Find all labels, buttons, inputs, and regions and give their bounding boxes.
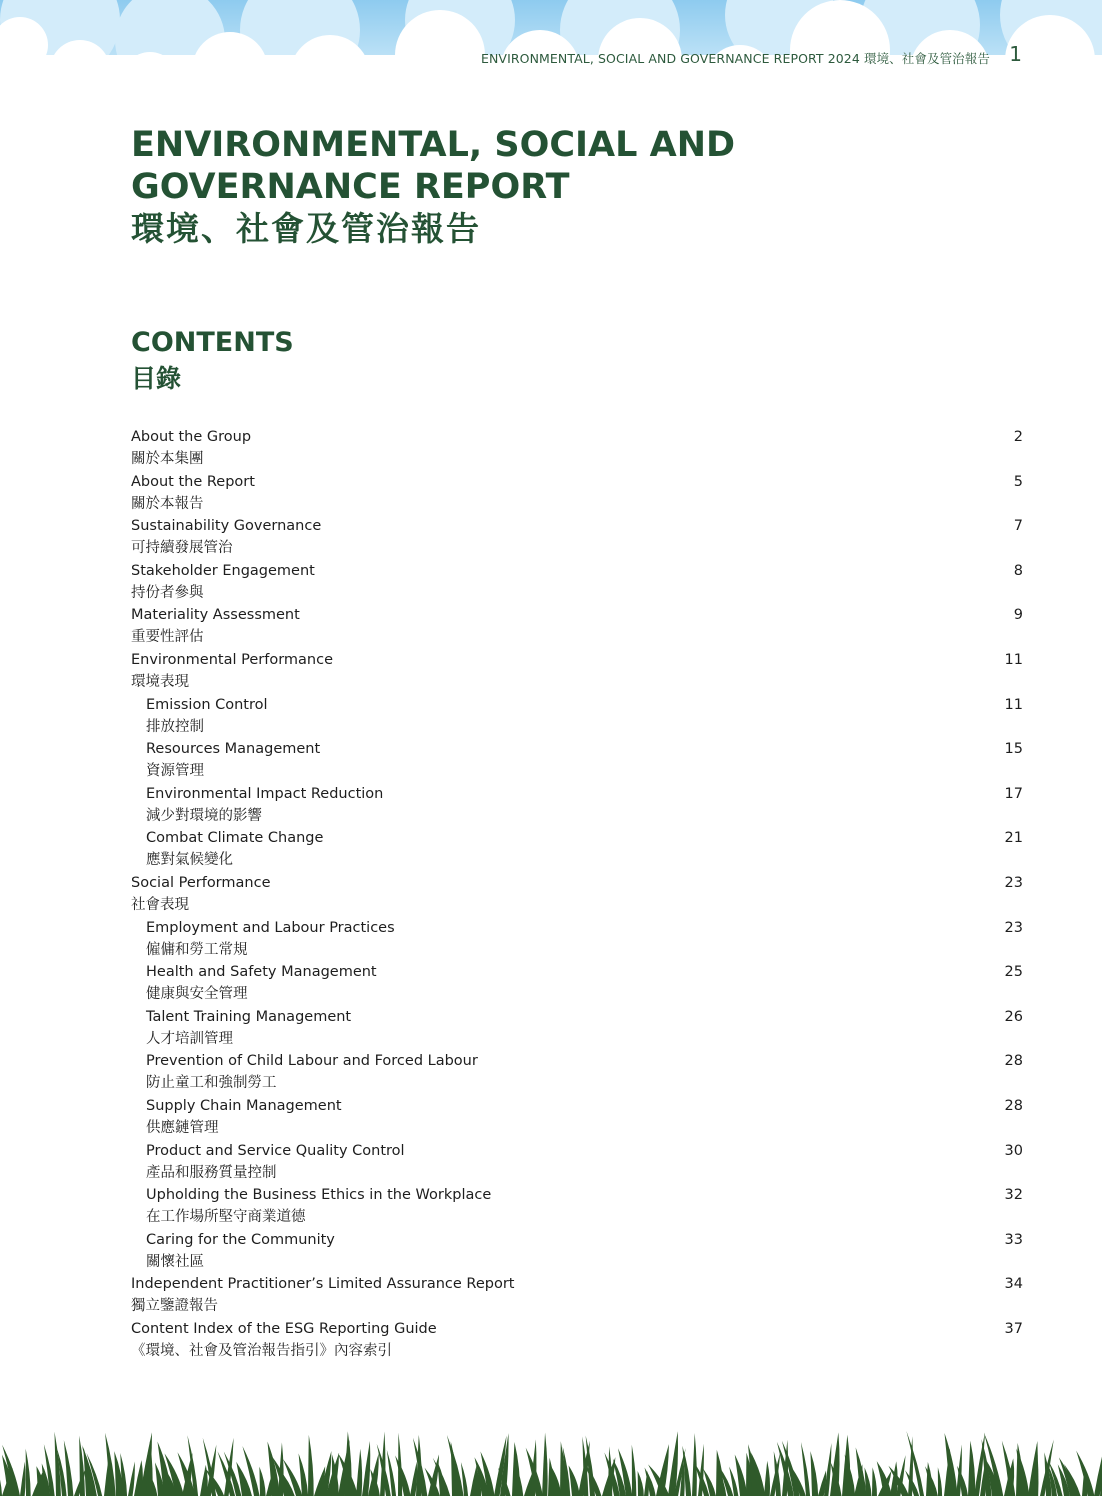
toc-entry-stakeholder-engagement[interactable] — [131, 560, 1023, 605]
toc-entry-page: 17 — [1004, 785, 1023, 802]
toc-entry-title: Product and Service Quality Control — [146, 1142, 405, 1159]
grass-blade — [638, 1471, 644, 1496]
report-title-chinese: 環境、社會及管治報告 — [131, 209, 481, 248]
grass-blade — [308, 1435, 314, 1496]
grass-blade — [26, 1449, 31, 1496]
toc-entry-page: 25 — [1004, 964, 1023, 981]
grass-blade — [259, 1467, 265, 1496]
grass-blade — [632, 1445, 637, 1496]
toc-entry-title: Resources Management — [146, 741, 321, 758]
toc-entry-page: 33 — [1004, 1231, 1023, 1248]
toc-entry-title-zh: 社會表現 — [131, 896, 189, 913]
toc-entry-content-index[interactable] — [131, 1318, 1023, 1363]
toc-entry-title: Emission Control — [146, 696, 268, 713]
cloud-sky-illustration — [0, 0, 1102, 140]
toc-entry-title: Prevention of Child Labour and Forced Labour — [146, 1053, 478, 1070]
toc-entry-page: 7 — [1013, 518, 1023, 535]
toc-entry-business-ethics[interactable] — [131, 1184, 1023, 1229]
page-number: 1 — [1009, 42, 1022, 66]
grass-blade — [569, 1465, 580, 1496]
grass-blade — [356, 1449, 362, 1496]
toc-entry-resources-management[interactable] — [131, 738, 1023, 783]
toc-entry-title-zh: 人才培訓管理 — [146, 1030, 233, 1047]
toc-entry-assurance-report[interactable] — [131, 1273, 1023, 1318]
grass-blade — [20, 1462, 26, 1496]
toc-entry-title-zh: 資源管理 — [146, 763, 204, 780]
toc-entry-title-zh: 關於本集團 — [131, 451, 204, 467]
toc-entry-page: 5 — [1013, 473, 1023, 490]
toc-entry-title-zh: 減少對環境的影響 — [146, 807, 262, 824]
toc-entry-title: Health and Safety Management — [146, 964, 377, 981]
contents-heading-en: CONTENTS — [131, 327, 294, 358]
toc-entry-about-group[interactable] — [131, 426, 1023, 471]
toc-entry-caring-community[interactable] — [131, 1229, 1023, 1274]
toc-entry-page: 23 — [1004, 919, 1023, 936]
toc-entry-page: 37 — [1004, 1320, 1023, 1337]
grass-blade — [692, 1433, 697, 1496]
grass-illustration — [0, 1430, 1102, 1496]
grass-blade — [872, 1467, 877, 1496]
grass-blade — [810, 1451, 818, 1496]
toc-entry-page: 30 — [1004, 1142, 1023, 1159]
grass-blade — [200, 1465, 208, 1496]
toc-entry-title-zh: 防止童工和強制勞工 — [146, 1075, 277, 1092]
contents-heading-zh: 目錄 — [131, 364, 182, 393]
toc-entry-title: Caring for the Community — [146, 1231, 335, 1248]
grass-blade — [0, 1461, 2, 1496]
toc-entry-title-zh: 獨立鑒證報告 — [131, 1298, 218, 1315]
toc-entry-page: 28 — [1004, 1053, 1023, 1070]
toc-entry-page: 11 — [1004, 651, 1023, 668]
toc-entry-title: Sustainability Governance — [131, 518, 322, 535]
toc-entry-title: Employment and Labour Practices — [146, 919, 395, 936]
grass-blade — [542, 1433, 548, 1496]
toc-entry-title: Environmental Performance — [131, 651, 333, 668]
toc-entry-title-zh: 《環境、社會及管治報告指引》內容索引 — [131, 1342, 392, 1359]
toc-entry-health-safety-management[interactable] — [131, 961, 1023, 1006]
toc-entry-about-report[interactable] — [131, 471, 1023, 516]
toc-entry-title-zh: 重要性評估 — [131, 629, 204, 646]
toc-entry-page: 8 — [1013, 562, 1023, 579]
report-title — [131, 124, 735, 250]
grass-blade — [128, 1462, 135, 1496]
toc-entry-sustainability-governance[interactable] — [131, 515, 1023, 560]
table-of-contents — [131, 426, 1023, 1362]
toc-entry-talent-training-management[interactable] — [131, 1006, 1023, 1051]
grass-blade — [362, 1441, 370, 1496]
toc-entry-title: Stakeholder Engagement — [131, 562, 315, 579]
toc-entry-title: Content Index of the ESG Reporting Guide — [131, 1320, 437, 1337]
toc-entry-title: Materiality Assessment — [131, 607, 300, 624]
toc-entry-supply-chain-management[interactable] — [131, 1095, 1023, 1140]
toc-entry-page: 9 — [1013, 607, 1023, 624]
grass-blade — [764, 1461, 770, 1496]
toc-entry-title-zh: 產品和服務質量控制 — [146, 1164, 277, 1181]
toc-entry-title-zh: 在工作場所堅守商業道德 — [146, 1209, 306, 1226]
toc-entry-materiality-assessment[interactable] — [131, 604, 1023, 649]
toc-entry-page: 2 — [1013, 429, 1023, 445]
toc-entry-title-zh: 僱傭和勞工常規 — [146, 941, 248, 958]
toc-entry-page: 11 — [1004, 696, 1023, 713]
toc-entry-product-service-quality-control[interactable] — [131, 1140, 1023, 1185]
grass-blade — [79, 1436, 85, 1496]
toc-entry-prevention-child-forced-labour[interactable] — [131, 1050, 1023, 1095]
toc-entry-title: About the Group — [131, 429, 252, 445]
toc-entry-title-zh: 健康與安全管理 — [146, 986, 248, 1003]
toc-entry-page: 28 — [1004, 1097, 1023, 1114]
toc-entry-title: Talent Training Management — [146, 1008, 352, 1025]
toc-entry-title-zh: 可持續發展管治 — [131, 540, 233, 557]
toc-entry-page: 23 — [1004, 874, 1023, 891]
grass-blade — [968, 1441, 975, 1496]
toc-entry-employment-labour-practices[interactable] — [131, 917, 1023, 962]
report-title-line-1: ENVIRONMENTAL, SOCIAL AND — [131, 125, 736, 165]
toc-entry-title: Social Performance — [131, 874, 271, 891]
toc-entry-emission-control[interactable] — [131, 694, 1023, 739]
toc-entry-title: Upholding the Business Ethics in the Workplace — [146, 1187, 492, 1204]
toc-entry-title: About the Report — [131, 473, 255, 490]
toc-entry-title: Supply Chain Management — [146, 1097, 342, 1114]
grass-blade — [395, 1455, 410, 1496]
toc-entry-environmental-impact-reduction[interactable] — [131, 783, 1023, 828]
toc-entry-title-zh: 環境表現 — [131, 673, 189, 690]
toc-entry-page: 34 — [1004, 1276, 1023, 1293]
toc-entry-title-zh: 應對氣候變化 — [146, 852, 233, 869]
toc-entry-title-zh: 關懷社區 — [146, 1253, 204, 1270]
toc-entry-title-zh: 排放控制 — [146, 718, 204, 735]
report-title-line-2: GOVERNANCE REPORT — [131, 167, 570, 207]
toc-entry-page: 15 — [1004, 741, 1023, 758]
toc-entry-title: Combat Climate Change — [146, 830, 324, 847]
toc-entry-social-performance[interactable] — [131, 872, 1023, 917]
toc-entry-title-zh: 關於本報告 — [131, 495, 204, 512]
toc-entry-combat-climate-change[interactable] — [131, 827, 1023, 872]
toc-entry-page: 32 — [1004, 1187, 1023, 1204]
grass-blade — [938, 1467, 942, 1496]
grass-blade — [824, 1443, 831, 1496]
toc-entry-title-zh: 持份者參與 — [131, 584, 204, 601]
toc-entry-title-zh: 供應鏈管理 — [146, 1119, 219, 1136]
toc-entry-title: Independent Practitioner’s Limited Assurance Report — [131, 1276, 515, 1293]
toc-entry-page: 26 — [1004, 1008, 1023, 1025]
running-header: ENVIRONMENTAL, SOCIAL AND GOVERNANCE REPORT 2024 環境、社會及管治報告 — [480, 51, 990, 66]
toc-entry-title: Environmental Impact Reduction — [146, 785, 384, 802]
grass-blade — [410, 1462, 417, 1496]
toc-entry-page: 21 — [1004, 830, 1023, 847]
contents-heading — [131, 325, 294, 397]
toc-entry-environmental-performance[interactable] — [131, 649, 1023, 694]
